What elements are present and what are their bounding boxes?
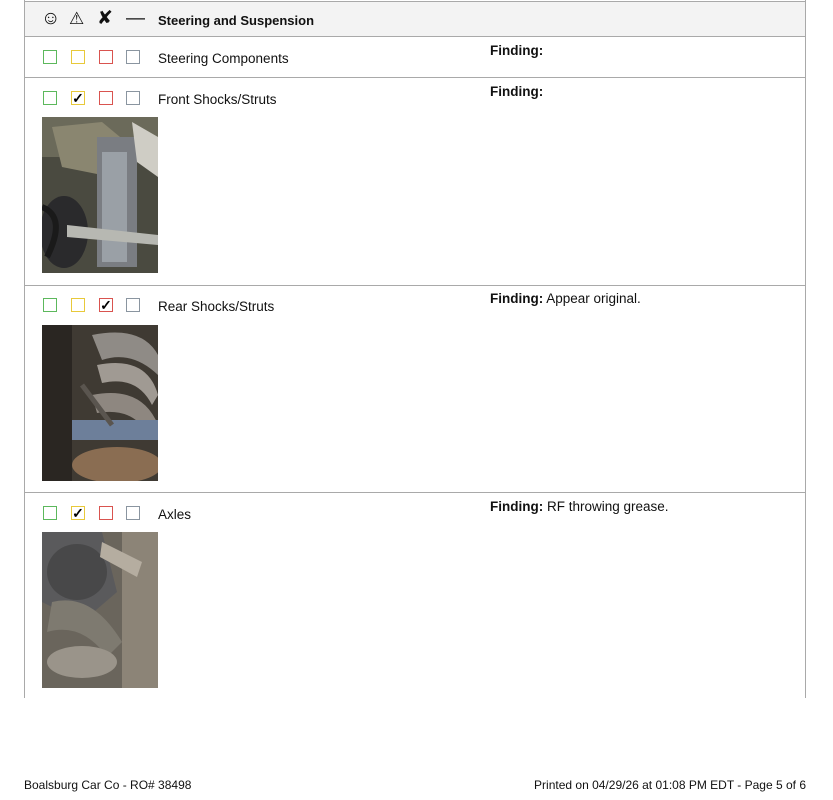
inspection-photo[interactable] — [42, 532, 158, 688]
finding-label: Finding: — [490, 43, 544, 58]
inspection-photo[interactable] — [42, 117, 158, 273]
status-warning-checkbox[interactable] — [71, 298, 85, 312]
finding-label: Finding: — [490, 499, 544, 514]
status-fail-checkbox[interactable] — [99, 50, 113, 64]
finding-value: RF throwing grease. — [547, 499, 669, 514]
smiley-icon: ☺ — [41, 8, 61, 29]
warning-icon: ⚠ — [69, 9, 85, 28]
inspection-item-rear-shocks — [25, 286, 805, 493]
status-na-checkbox[interactable] — [126, 91, 140, 105]
status-warning-checkbox[interactable]: ✓ — [72, 90, 84, 106]
status-na-checkbox[interactable] — [126, 50, 140, 64]
status-good-checkbox[interactable] — [43, 506, 57, 520]
item-label: Front Shocks/Struts — [158, 92, 277, 107]
inspection-item-front-shocks — [25, 78, 805, 286]
finding-text — [490, 291, 641, 306]
finding-value: Appear original. — [546, 291, 641, 306]
finding-text — [490, 499, 669, 514]
section-title: Steering and Suspension — [158, 13, 315, 28]
status-good-checkbox[interactable] — [43, 91, 57, 105]
footer-shop-info: Boalsburg Car Co - RO# 38498 — [24, 778, 192, 792]
item-label: Axles — [158, 507, 192, 522]
inspection-photo[interactable] — [42, 325, 158, 481]
inspection-item-axles — [25, 493, 805, 698]
status-good-checkbox[interactable] — [43, 298, 57, 312]
status-fail-checkbox[interactable]: ✓ — [100, 297, 112, 313]
dash-icon: — — [126, 8, 145, 29]
inspection-sheet — [24, 0, 806, 698]
finding-text — [490, 43, 543, 58]
status-good-checkbox[interactable] — [43, 50, 57, 64]
status-na-checkbox[interactable] — [126, 506, 140, 520]
section-header — [25, 1, 805, 37]
status-na-checkbox[interactable] — [126, 298, 140, 312]
status-fail-checkbox[interactable] — [99, 506, 113, 520]
item-label: Rear Shocks/Struts — [158, 299, 275, 314]
item-label: Steering Components — [158, 51, 289, 66]
status-warning-checkbox[interactable] — [71, 50, 85, 64]
finding-label: Finding: — [490, 291, 544, 306]
inspection-item-steering-components — [25, 37, 805, 78]
footer-print-info: Printed on 04/29/26 at 01:08 PM EDT - Page 5 of 6 — [534, 778, 806, 792]
status-fail-checkbox[interactable] — [99, 91, 113, 105]
finding-label: Finding: — [490, 84, 544, 99]
status-warning-checkbox[interactable]: ✓ — [72, 505, 84, 521]
x-mark-icon: ✘ — [97, 8, 113, 29]
finding-text — [490, 84, 543, 99]
